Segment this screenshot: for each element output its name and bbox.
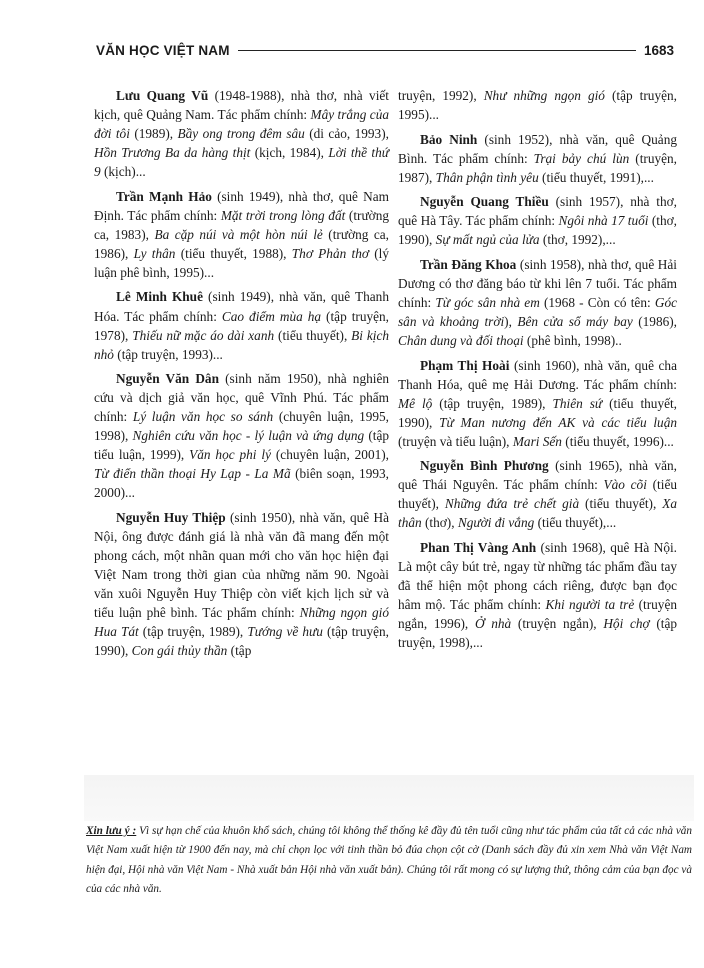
- entry-text: (truyện và tiểu luận),: [398, 433, 513, 449]
- author-entry: [398, 538, 677, 652]
- entry-text: (kịch, 1984),: [250, 145, 329, 161]
- work-title: Lý luận văn học so sánh: [132, 409, 274, 425]
- entry-text: (sinh 1949), nhà thơ, quê Nam Định. Tác phẩm chính:: [94, 188, 389, 223]
- work-title: Mặt trời trong lòng đất: [220, 207, 346, 223]
- entry-text: (1968 - Còn có tên:: [539, 294, 655, 310]
- work-title: Như những ngọn gió: [483, 88, 605, 103]
- author-entry: [398, 255, 677, 350]
- entry-text: (sinh 1957), nhà thơ, quê Hà Tây. Tác phẩm chính:: [398, 194, 677, 229]
- work-title: Lời thề thứ 9: [94, 145, 389, 180]
- work-title: Ở nhà: [474, 616, 512, 632]
- work-title: Bầy ong trong đêm sâu: [177, 126, 305, 142]
- entry-text: (sinh năm 1950), nhà nghiên cứu và dịch giả văn học, quê Vĩnh Phú. Tác phẩm chính:: [94, 371, 389, 425]
- entry-text: (trường ca, 1983),: [94, 207, 389, 242]
- work-title: Hội chợ: [603, 616, 650, 632]
- entry-text: (1948-1988), nhà thơ, nhà viết kịch, quê Quảng Nam. Tác phẩm chính:: [94, 88, 389, 123]
- entry-text: (sinh 1950), nhà văn, quê Hà Nội, ông được đánh giá là nhà văn đã mang đến một phong cách, một nhãn quan mới cho văn học hiện đại Việt Nam trong thời gian của những năm 90. Ngoài văn xuôi Nguyễn Huy Thiệp còn viết kịch lịch sử và tiểu luận phê bình. Tác phẩm chính:: [94, 509, 389, 621]
- work-title: Thơ Phản thơ: [291, 245, 369, 261]
- work-title: Những đứa trẻ chết già: [444, 496, 580, 512]
- entry-text: (tiểu thuyết, 1991),...: [538, 169, 654, 185]
- work-title: Những ngọn gió Hua Tát: [94, 605, 389, 640]
- author-name: Phan Thị Vàng Anh: [420, 540, 537, 556]
- work-title: Trại bảy chú lùn: [533, 150, 630, 166]
- author-entry: [398, 130, 677, 187]
- note-text: Vì sự hạn chế của khuôn khổ sách, chúng tôi không thể thống kê đầy đủ tên tuổi cũng như tác phẩm của tất cả các nhà văn Việt Nam xuất hiện từ 1900 đến nay, mà chỉ chọn lọc với tinh thần bỏ đúa chọn cột cờ (Danh sách đầy đủ xin xem Nhà văn Việt Nam hiện đại, Hội nhà văn Việt Nam - Nhà xuất bản Hội nhà văn xuất bản). Chúng tôi rất mong có sự lượng thứ, thông cảm của bạn đọc và của các nhà văn.: [86, 825, 692, 895]
- running-title: VĂN HỌC VIỆT NAM: [96, 42, 230, 58]
- entry-text: (truyện, 1987),: [398, 150, 677, 185]
- work-title: Xa thân: [398, 496, 677, 531]
- work-title: Từ Man nương đến AK và các tiểu luận: [439, 414, 677, 430]
- work-title: Vào cõi: [603, 477, 647, 493]
- work-title: Hồn Trương Ba da hàng thịt: [94, 145, 251, 161]
- entry-text: (tập truyện, 1989),: [138, 624, 248, 640]
- note-label: Xin lưu ý :: [86, 825, 137, 837]
- entry-text: (biên soạn, 1993, 2000)...: [94, 466, 389, 501]
- work-title: Thiếu nữ mặc áo dài xanh: [132, 327, 275, 343]
- entry-text: (sinh 1968), quê Hà Nội. Là một cây bút trẻ, ngay từ những tác phẩm đầu tay đã thể hiện một phong cách riêng, được bạn đọc hâm mộ. Tác phẩm chính:: [398, 540, 677, 613]
- work-title: Mây trắng của đời tôi: [94, 107, 389, 142]
- author-name: Nguyễn Huy Thiệp: [116, 509, 226, 525]
- entry-text: (tập truyện, 1998),...: [398, 616, 678, 651]
- gray-band: [84, 775, 694, 821]
- running-header: [96, 40, 674, 60]
- entry-text: (di cảo, 1993),: [304, 126, 389, 142]
- entry-text: (tập truyện, 1978),: [94, 308, 389, 343]
- entry-text: (tiểu thuyết),: [398, 477, 677, 512]
- entry-text: (tập truyện, 1993)...: [113, 346, 223, 362]
- work-title: Mari Sến: [512, 433, 562, 449]
- entry-text: (sinh 1949), nhà văn, quê Thanh Hóa. Tác phẩm chính:: [94, 289, 389, 324]
- work-title: Con gái thủy thần: [131, 643, 228, 659]
- entry-text: (1986),: [632, 314, 677, 330]
- author-entry: [94, 187, 389, 282]
- entry-text: (tiểu thuyết),: [274, 327, 352, 343]
- entry-text: (kịch)...: [100, 164, 146, 180]
- work-title: Khi người ta trẻ: [545, 597, 635, 613]
- entry-text: truyện, 1992),: [398, 88, 484, 103]
- author-name: Trần Mạnh Hảo: [116, 188, 212, 204]
- entry-text: (truyện ngắn),: [511, 616, 604, 632]
- author-entry: [94, 369, 389, 502]
- footnote: [86, 822, 692, 899]
- work-title: Thân phận tình yêu: [435, 169, 539, 185]
- author-entry: [398, 356, 677, 451]
- entry-text: (sinh 1952), nhà văn, quê Quảng Bình. Tác phẩm chính:: [398, 131, 678, 166]
- author-name: Trần Đăng Khoa: [420, 256, 517, 272]
- entry-text: (truyện ngắn, 1996),: [398, 597, 677, 632]
- author-name: Nguyễn Văn Dân: [116, 371, 219, 387]
- entry-text: (1989),: [129, 126, 178, 142]
- author-name: Nguyễn Quang Thiều: [420, 194, 549, 210]
- header-rule: [238, 50, 636, 51]
- author-entry: [398, 86, 677, 124]
- entry-text: (tiểu thuyết, 1996)...: [561, 433, 674, 449]
- entry-text: (tập truyện, 1989),: [432, 395, 553, 411]
- work-title: Thiên sứ: [552, 395, 603, 411]
- work-title: Góc sân và khoảng trời: [398, 294, 677, 330]
- work-title: Ly thân: [133, 245, 176, 261]
- entry-text: (chuyên luận, 2001),: [270, 447, 389, 463]
- author-entry: [94, 86, 389, 181]
- work-title: Từ điển thần thoại Hy Lạp - La Mã: [94, 466, 291, 482]
- work-title: Nghiên cứu văn học - lý luận và ứng dụng: [132, 428, 365, 444]
- entry-text: (sinh 1958), nhà thơ, quê Hải Dương có thơ đăng báo từ khi lên 7 tuổi. Tác phẩm chính:: [398, 256, 677, 310]
- entry-text: (chuyên luận, 1995, 1998),: [94, 409, 390, 444]
- entry-text: (thơ),: [421, 515, 458, 531]
- work-title: Văn học phi lý: [189, 447, 271, 463]
- left-column: [94, 86, 389, 666]
- author-name: Bảo Ninh: [420, 131, 478, 147]
- page-number: 1683: [643, 42, 674, 58]
- entry-text: (sinh 1960), nhà văn, quê cha Thanh Hóa, quê mẹ Hải Dương. Tác phẩm chính:: [398, 357, 677, 392]
- entry-text: (lý luận phê bình, 1995)...: [94, 245, 390, 280]
- author-entry: [398, 456, 677, 532]
- entry-text: (tập tiểu luận, 1999),: [94, 428, 389, 463]
- entry-text: (tiểu thuyết),...: [534, 515, 617, 531]
- author-entry: [94, 508, 389, 660]
- entry-text: (thơ, 1990),: [398, 213, 677, 248]
- entry-text: (trường ca, 1986),: [94, 226, 390, 261]
- work-title: Bên cửa sổ máy bay: [517, 314, 633, 330]
- entry-text: (phê bình, 1998)..: [523, 333, 622, 349]
- work-title: Ba cặp núi và một hòn núi lẻ: [154, 226, 323, 242]
- entry-text: (sinh 1965), nhà văn, quê Thái Nguyên. Tác phẩm chính:: [398, 458, 677, 493]
- author-entry: [398, 192, 677, 249]
- entry-text: (tiểu thuyết, 1990),: [398, 395, 678, 430]
- right-column: [398, 86, 677, 658]
- work-title: Từ góc sân nhà em: [435, 294, 540, 310]
- work-title: Ngôi nhà 17 tuổi: [558, 213, 649, 229]
- author-name: Nguyễn Bình Phương: [420, 458, 549, 474]
- entry-text: (tập truyện, 1990),: [94, 624, 389, 659]
- author-entry: [94, 287, 389, 363]
- author-name: Phạm Thị Hoài: [420, 357, 510, 373]
- author-name: Lưu Quang Vũ: [116, 88, 209, 103]
- author-name: Lê Minh Khuê: [116, 289, 203, 305]
- entry-text: (tiểu thuyết, 1988),: [175, 245, 292, 261]
- entry-text: (tập truyện, 1995)...: [398, 88, 677, 123]
- entry-text: (tập: [227, 643, 252, 659]
- work-title: Tướng về hưu: [247, 624, 323, 640]
- entry-text: (tiểu thuyết),: [579, 496, 663, 512]
- entry-text: ),: [504, 314, 518, 330]
- work-title: Bi kịch nhỏ: [94, 327, 390, 362]
- work-title: Chân dung và đối thoại: [398, 333, 524, 349]
- entry-text: (thơ, 1992),...: [539, 232, 616, 248]
- work-title: Sự mất ngủ của lửa: [435, 232, 540, 248]
- work-title: Cao điểm mùa hạ: [221, 308, 322, 324]
- work-title: Mê lộ: [398, 395, 433, 411]
- work-title: Người đi vắng: [457, 515, 535, 531]
